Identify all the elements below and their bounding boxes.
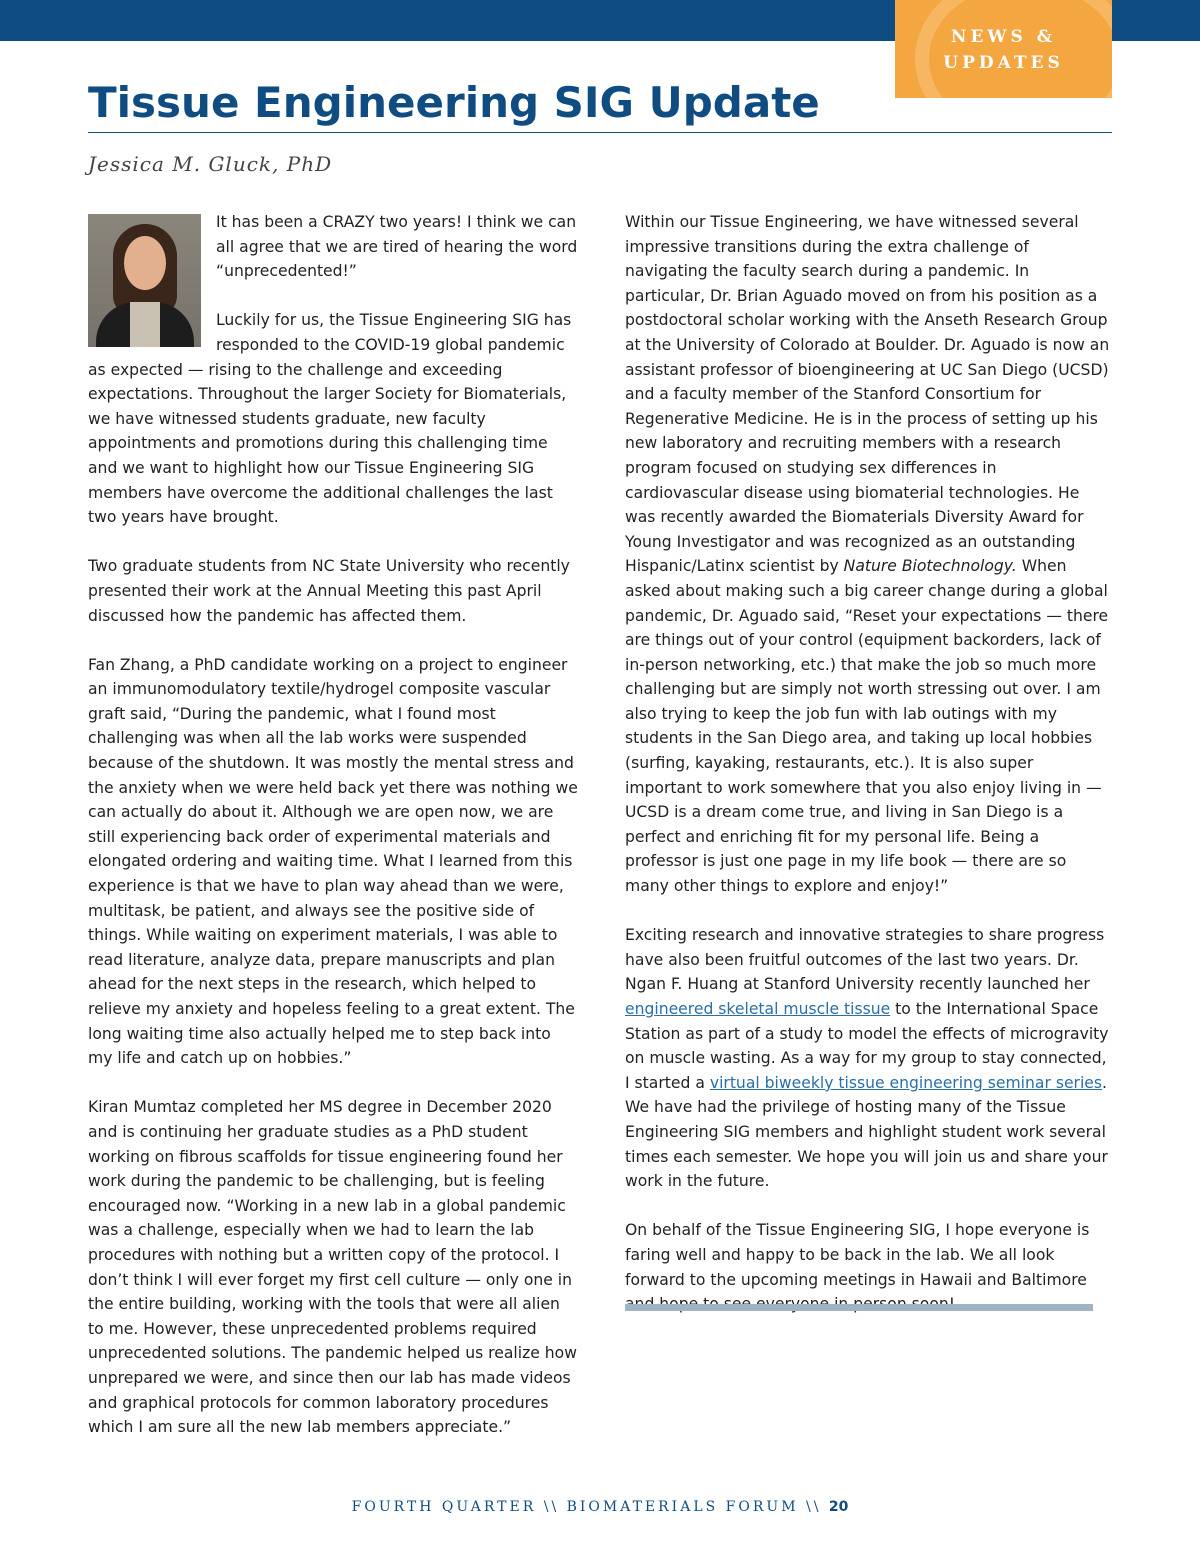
page-number: 20 bbox=[828, 1499, 849, 1515]
footer-publication: FOURTH QUARTER \\ BIOMATERIALS FORUM \\ bbox=[351, 1499, 829, 1515]
article-column-left bbox=[88, 210, 580, 1464]
badge-line1: NEWS & bbox=[950, 27, 1057, 47]
paragraph-kiran-mumtaz: Kiran Mumtaz completed her MS degree in December 2020 and is continuing her graduate studies as a PhD student working on fibrous scaffolds for tissue engineering found her work during the pandemic to be challenging, but is feeling encouraged now. “Working in a new lab in a global pandemic was a challenge, especially when we had to learn the lab procedures with nothing but a written copy of the protocol. I don’t think I will ever forget my first cell culture — only one in the entire building, working with the tools that were all alien to me. However, these unprecedented problems required unprecedented solutions. The pandemic helped us realize how unprepared we were, and since then our lab has made videos and graphical protocols for common laboratory procedures which I am sure all the new lab members appreciate.” bbox=[88, 1098, 577, 1437]
aguado-text-1: Within our Tissue Engineering, we have witnessed several impressive transitions during the extra challenge of navigating the faculty search during a pandemic. In particular, Dr. Brian Aguado moved on from his position as a postdoctoral scholar working with the Anseth Research Group at the University of Colorado at Boulder. Dr. Aguado is now an assistant professor of bioengineering at UC San Diego (UCSD) and a faculty member of the Stanford Consortium for Regenerative Medicine. He is in the process of setting up his new laboratory and recruiting members with a research program focused on studying sex differences in cardiovascular disease using biomaterial technologies. He was recently awarded the Biomaterials Diversity Award for Young Investigator and was recognized as an outstanding Hispanic/Latinx scientist by bbox=[625, 213, 1110, 576]
paragraph-sig-response: Luckily for us, the Tissue Engineering SIG has responded to the COVID-19 global pandemic as expected — rising to the challenge and exceeding expectations. Throughout the larger Society for Biomaterials, we have witnessed students graduate, new faculty appointments and promotions during this challenging time and we want to highlight how our Tissue Engineering SIG members have overcome the additional challenges the last two years have brought. bbox=[88, 311, 572, 527]
aguado-text-2: When asked about making such a big career change during a global pandemic, Dr. Aguado said, “Reset your expectations — there are things out of your control (equipment backorders, lack of in-person networking, etc.) that make the job so much more challenging but are simply not worth stressing out over. I am also trying to keep the job fun with lab outings with my students in the San Diego area, and taking up local hobbies (surfing, kayaking, restaurants, etc.). It is also super important to work somewhere that you also enjoy living in — UCSD is a dream come true, and living in San Diego is a perfect and enriching fit for my personal life. Being a professor is just one page in my life book — there are so many other things to explore and enjoy!” bbox=[625, 557, 1109, 896]
badge-label bbox=[895, 24, 1112, 76]
author-byline: Jessica M. Gluck, PhD bbox=[88, 152, 333, 176]
paragraph-research bbox=[625, 923, 1113, 1194]
news-updates-badge bbox=[895, 0, 1112, 98]
article-end-bar bbox=[625, 1304, 1093, 1311]
research-text-2: to the International Space Station as part of a study to model the effects of microgravity on muscle wasting. As a way for my group to stay connected, I started a bbox=[625, 1000, 1109, 1092]
badge-line2: UPDATES bbox=[943, 53, 1064, 73]
research-text-1: Exciting research and innovative strategies to share progress have also been fruitful outcomes of the last two years. Dr. Ngan F. Huang at Stanford University recently launched her bbox=[625, 926, 1105, 994]
journal-name: Nature Biotechnology. bbox=[843, 557, 1017, 576]
research-text-3: . We have had the privilege of hosting many of the Tissue Engineering SIG members and highlight student work several times each semester. We hope you will join us and share your work in the future. bbox=[625, 1073, 1108, 1191]
paragraph-intro: It has been a CRAZY two years! I think we can all agree that we are tired of hearing the word “unprecedented!” bbox=[216, 213, 578, 281]
page-title: Tissue Engineering SIG Update bbox=[88, 78, 820, 127]
page-footer bbox=[0, 1499, 1200, 1515]
article-column-right bbox=[625, 210, 1113, 1341]
paragraph-aguado bbox=[625, 210, 1113, 899]
paragraph-fan-zhang: Fan Zhang, a PhD candidate working on a project to engineer an immunomodulatory textile/hydrogel composite vascular graft said, “During the pandemic, what I found most challenging was when all the lab works were suspended because of the shutdown. It was mostly the mental stress and the anxiety when we were held back yet there was nothing we can actually do about it. Although we are open now, we are still experiencing back order of experimental materials and elongated ordering and waiting time. What I learned from this experience is that we have to plan way ahead than we were, multitask, be patient, and always see the positive side of things. While waiting on experiment materials, I was able to read literature, analyze data, prepare manuscripts and plan ahead for the next steps in the research, which helped to relieve my anxiety and hopeless feeling to a great extent. The long waiting time also actually helped me to step back into my life and catch up on hobbies.” bbox=[88, 655, 578, 1068]
skeletal-muscle-link[interactable]: engineered skeletal muscle tissue bbox=[625, 1000, 891, 1018]
paragraph-nc-state: Two graduate students from NC State University who recently presented their work at the Annual Meeting this past April discussed how the pandemic has affected them. bbox=[88, 557, 570, 625]
title-divider bbox=[88, 132, 1112, 133]
seminar-series-link[interactable]: virtual biweekly tissue engineering seminar series bbox=[709, 1073, 1102, 1092]
paragraph-closing: On behalf of the Tissue Engineering SIG, I hope everyone is faring well and happy to be back in the lab. We all look forward to the upcoming meetings in Hawaii and Baltimore bbox=[625, 1221, 1090, 1289]
